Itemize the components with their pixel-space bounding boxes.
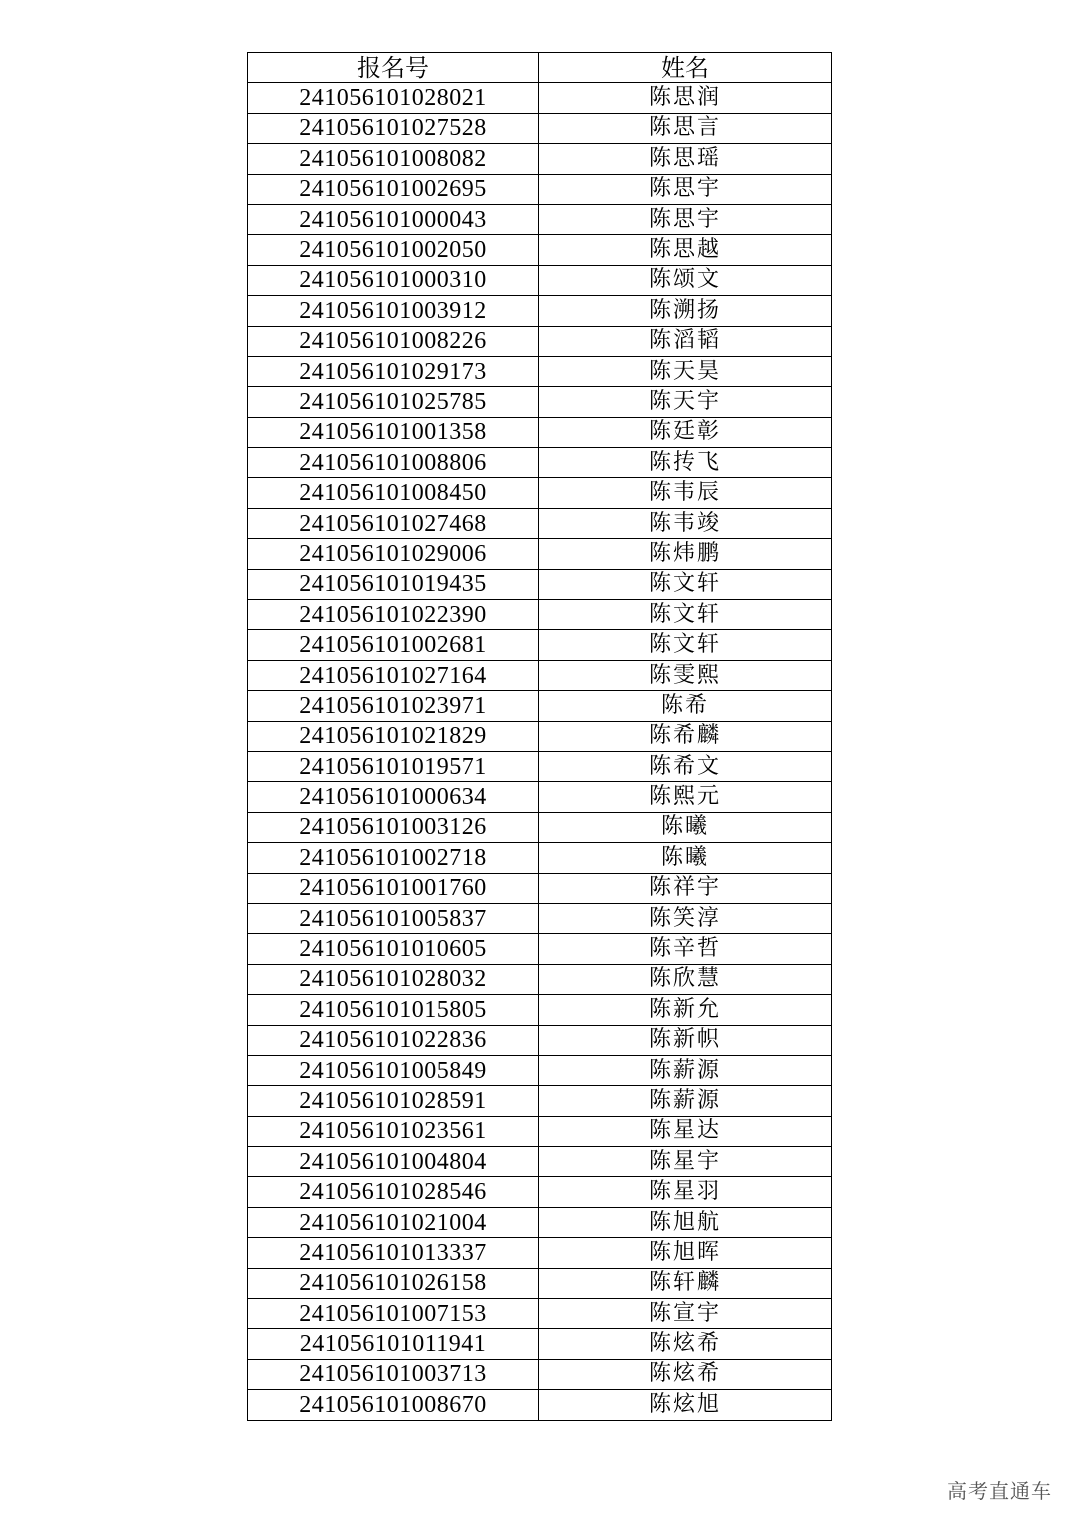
table-row: [248, 934, 832, 964]
registration-number-cell: 241056101001358: [248, 417, 539, 447]
table-row: [248, 448, 832, 478]
registration-number-cell: 241056101027164: [248, 660, 539, 690]
registration-number-cell: 241056101028591: [248, 1086, 539, 1116]
table-row: [248, 1299, 832, 1329]
name-cell: 陈祥宇: [539, 873, 832, 903]
table-row: [248, 356, 832, 386]
registration-number-cell: 241056101002695: [248, 174, 539, 204]
table-row: [248, 1390, 832, 1420]
name-cell: 陈薪源: [539, 1055, 832, 1085]
registration-number-cell: 241056101010605: [248, 934, 539, 964]
name-cell: 陈天宇: [539, 387, 832, 417]
table-row: [248, 873, 832, 903]
name-cell: 陈炫旭: [539, 1390, 832, 1420]
name-cell: 陈抟飞: [539, 448, 832, 478]
registration-number-cell: 241056101008450: [248, 478, 539, 508]
table-row: [248, 1268, 832, 1298]
name-cell: 陈思宇: [539, 174, 832, 204]
table-row: [248, 812, 832, 842]
registration-number-cell: 241056101000310: [248, 265, 539, 295]
registration-number-cell: 241056101022390: [248, 600, 539, 630]
table-row: [248, 113, 832, 143]
name-cell: 陈星宇: [539, 1147, 832, 1177]
table-row: [248, 1329, 832, 1359]
registration-number-cell: 241056101023561: [248, 1116, 539, 1146]
registration-number-cell: 241056101022836: [248, 1025, 539, 1055]
table-row: [248, 964, 832, 994]
table-row: [248, 417, 832, 447]
table-row: [248, 1086, 832, 1116]
registration-number-cell: 241056101023971: [248, 691, 539, 721]
table-row: [248, 995, 832, 1025]
name-cell: 陈溯扬: [539, 296, 832, 326]
name-cell: 陈希: [539, 691, 832, 721]
name-cell: 陈韦辰: [539, 478, 832, 508]
name-cell: 陈炫希: [539, 1329, 832, 1359]
table-row: [248, 539, 832, 569]
registration-number-cell: 241056101021004: [248, 1207, 539, 1237]
registration-number-cell: 241056101028021: [248, 83, 539, 113]
name-cell: 陈思越: [539, 235, 832, 265]
name-cell: 陈文轩: [539, 630, 832, 660]
registration-number-cell: 241056101005837: [248, 903, 539, 933]
name-cell: 陈雯熙: [539, 660, 832, 690]
registration-number-cell: 241056101001760: [248, 873, 539, 903]
table-row: [248, 1177, 832, 1207]
name-cell: 陈旭航: [539, 1207, 832, 1237]
name-cell: 陈炜鹏: [539, 539, 832, 569]
name-cell: 陈廷彰: [539, 417, 832, 447]
registration-number-cell: 241056101000634: [248, 782, 539, 812]
registration-number-cell: 241056101029006: [248, 539, 539, 569]
table-row: [248, 1359, 832, 1389]
table-row: [248, 265, 832, 295]
roster-body: [248, 83, 832, 1420]
table-row: [248, 569, 832, 599]
name-cell: 陈宣宇: [539, 1299, 832, 1329]
name-cell: 陈滔韬: [539, 326, 832, 356]
registration-number-cell: 241056101008806: [248, 448, 539, 478]
table-row: [248, 326, 832, 356]
name-cell: 陈旭晖: [539, 1238, 832, 1268]
roster-table: [247, 52, 832, 1421]
table-row: [248, 204, 832, 234]
table-row: [248, 630, 832, 660]
name-cell: 陈星羽: [539, 1177, 832, 1207]
registration-number-cell: 241056101002681: [248, 630, 539, 660]
registration-number-cell: 241056101029173: [248, 356, 539, 386]
registration-number-cell: 241056101002050: [248, 235, 539, 265]
name-cell: 陈轩麟: [539, 1268, 832, 1298]
registration-number-cell: 241056101008670: [248, 1390, 539, 1420]
table-row: [248, 721, 832, 751]
table-row: [248, 1055, 832, 1085]
name-cell: 陈曦: [539, 843, 832, 873]
table-row: [248, 508, 832, 538]
registration-number-cell: 241056101004804: [248, 1147, 539, 1177]
name-cell: 陈笑淳: [539, 903, 832, 933]
registration-number-cell: 241056101003912: [248, 296, 539, 326]
registration-number-cell: 241056101027468: [248, 508, 539, 538]
table-row: [248, 691, 832, 721]
name-cell: 陈韦竣: [539, 508, 832, 538]
name-cell: 陈希文: [539, 751, 832, 781]
registration-number-cell: 241056101008226: [248, 326, 539, 356]
name-cell: 陈颂文: [539, 265, 832, 295]
registration-number-cell: 241056101019571: [248, 751, 539, 781]
registration-number-cell: 241056101028032: [248, 964, 539, 994]
name-cell: 陈薪源: [539, 1086, 832, 1116]
table-row: [248, 235, 832, 265]
registration-number-cell: 241056101007153: [248, 1299, 539, 1329]
registration-number-cell: 241056101015805: [248, 995, 539, 1025]
name-cell: 陈欣慧: [539, 964, 832, 994]
table-row: [248, 478, 832, 508]
table-row: [248, 782, 832, 812]
name-cell: 陈思瑶: [539, 144, 832, 174]
registration-number-cell: 241056101025785: [248, 387, 539, 417]
registration-number-cell: 241056101005849: [248, 1055, 539, 1085]
registration-number-cell: 241056101008082: [248, 144, 539, 174]
name-cell: 陈思润: [539, 83, 832, 113]
registration-number-cell: 241056101002718: [248, 843, 539, 873]
table-row: [248, 296, 832, 326]
name-cell: 陈辛哲: [539, 934, 832, 964]
table-row: [248, 660, 832, 690]
table-row: [248, 83, 832, 113]
name-cell: 陈文轩: [539, 569, 832, 599]
registration-number-cell: 241056101026158: [248, 1268, 539, 1298]
table-row: [248, 1207, 832, 1237]
registration-number-cell: 241056101003713: [248, 1359, 539, 1389]
table-row: [248, 600, 832, 630]
name-cell: 陈炫希: [539, 1359, 832, 1389]
table-row: [248, 1116, 832, 1146]
registration-number-cell: 241056101013337: [248, 1238, 539, 1268]
table-row: [248, 1025, 832, 1055]
registration-number-cell: 241056101011941: [248, 1329, 539, 1359]
table-row: [248, 387, 832, 417]
name-cell: 陈思宇: [539, 204, 832, 234]
registration-number-cell: 241056101019435: [248, 569, 539, 599]
name-cell: 陈文轩: [539, 600, 832, 630]
header-registration-number: 报名号: [248, 53, 539, 83]
name-cell: 陈星达: [539, 1116, 832, 1146]
header-name: 姓名: [539, 53, 832, 83]
name-cell: 陈曦: [539, 812, 832, 842]
table-row: [248, 174, 832, 204]
registration-number-cell: 241056101021829: [248, 721, 539, 751]
header-row: [248, 53, 832, 83]
registration-number-cell: 241056101028546: [248, 1177, 539, 1207]
table-row: [248, 843, 832, 873]
name-cell: 陈思言: [539, 113, 832, 143]
table-row: [248, 903, 832, 933]
watermark: 高考直通车: [947, 1479, 1052, 1503]
name-cell: 陈希麟: [539, 721, 832, 751]
name-cell: 陈天昊: [539, 356, 832, 386]
table-row: [248, 1147, 832, 1177]
name-cell: 陈熙元: [539, 782, 832, 812]
table-row: [248, 144, 832, 174]
registration-number-cell: 241056101003126: [248, 812, 539, 842]
registration-number-cell: 241056101000043: [248, 204, 539, 234]
table-row: [248, 1238, 832, 1268]
name-cell: 陈新帜: [539, 1025, 832, 1055]
registration-number-cell: 241056101027528: [248, 113, 539, 143]
table-row: [248, 751, 832, 781]
name-cell: 陈新允: [539, 995, 832, 1025]
